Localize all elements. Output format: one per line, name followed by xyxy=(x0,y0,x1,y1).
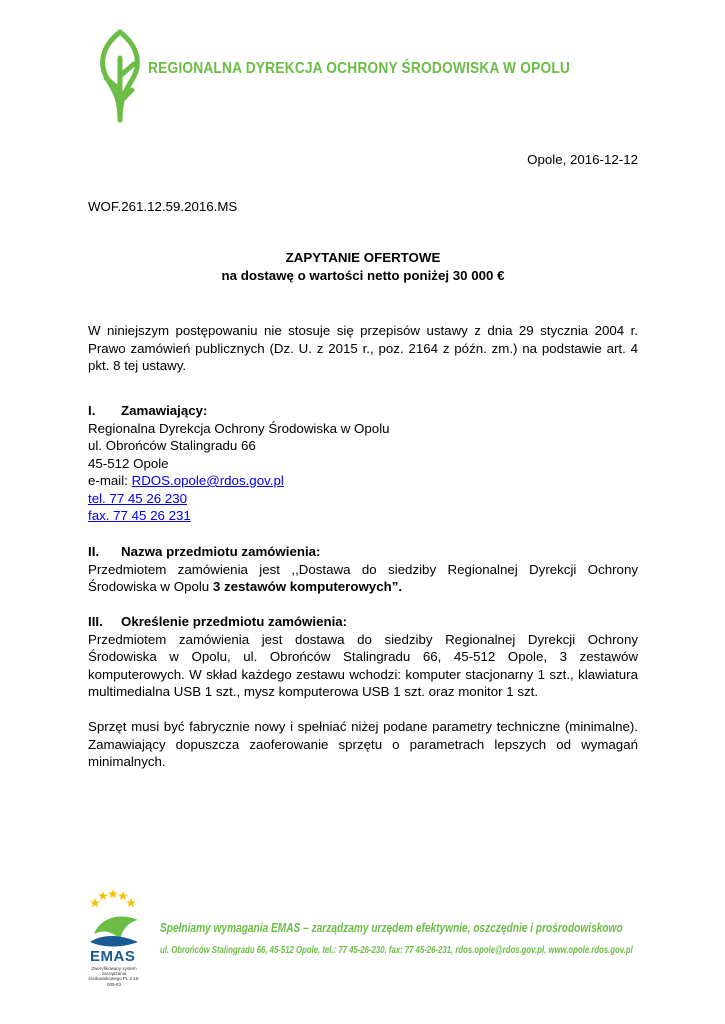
ordering-party-email-row xyxy=(88,472,638,490)
ordering-party-street: ul. Obrońców Stalingradu 66 xyxy=(88,438,256,453)
ordering-party-name: Regionalna Dyrekcja Ochrony Środowiska w Opolu xyxy=(88,420,390,436)
section-3-number: III. xyxy=(88,614,103,629)
section-3-title: Określenie przedmiotu zamówienia: xyxy=(121,614,348,629)
section-2-text xyxy=(88,561,638,596)
section-2-text-main: Przedmiotem zamówienia jest ,,Dostawa do siedziby Regionalnej Dyrekcji Ochrony Środowiska w Opolu xyxy=(88,561,638,594)
section-1-number: I. xyxy=(88,403,96,418)
place-date: Opole, 2016-12-12 xyxy=(527,152,638,167)
document-title: ZAPYTANIE OFERTOWE xyxy=(285,250,441,265)
emas-label: EMAS xyxy=(90,948,136,965)
emas-logo-icon xyxy=(86,904,142,952)
leaf-logo-icon xyxy=(90,28,150,124)
org-name-header: REGIONALNA DYREKCJA OCHRONY ŚRODOWISKA W OPOLU xyxy=(148,60,571,77)
email-link[interactable]: RDOS.opole@rdos.gov.pl xyxy=(131,473,284,488)
section-3-text: Przedmiotem zamówienia jest dostawa do siedziby Regionalnej Dyrekcji Ochrony Środowiska w Opolu, ul. Obrońców Stalingradu 66, 45-512 Opole, 3 zestawów komputerowych. W skład każdego zestawu wchodzi: komputer stacjonarny 1 szt., klawiatura multimedialna USB 1 szt., mysz komputerowa USB 1 szt. oraz monitor 1 szt. xyxy=(88,631,638,699)
section-3 xyxy=(88,613,638,701)
section-1-heading xyxy=(88,402,638,420)
section-1-title: Zamawiający: xyxy=(121,403,208,418)
section-2-heading xyxy=(88,543,638,561)
section-2-number: II. xyxy=(88,544,100,559)
section-2-title: Nazwa przedmiotu zamówienia: xyxy=(121,544,321,559)
section-3-heading xyxy=(88,613,638,631)
section-2 xyxy=(88,543,638,596)
phone-link[interactable]: tel. 77 45 26 230 xyxy=(88,490,188,506)
fax-link[interactable]: fax. 77 45 26 231 xyxy=(88,508,191,523)
document-subtitle: na dostawę o wartości netto poniżej 30 000 € xyxy=(221,268,505,283)
section-1 xyxy=(88,402,638,525)
footer-contact: ul. Obrońców Stalingradu 66, 45-512 Opole, tel.: 77 45-26-230, fax: 77 45-26-231, rdos.opole@rdos.gov.pl, www.opole.rdos.gov.pl xyxy=(160,944,633,956)
requirements-paragraph: Sprzęt musi być fabrycznie nowy i spełniać niżej podane parametry techniczne (minimalne). Zamawiający dopuszcza zaoferowanie sprzętu o parametrach lepszych od wymagań minimalnych. xyxy=(88,719,638,769)
reference-number: WOF.261.12.59.2016.MS xyxy=(88,199,238,214)
ordering-party-city: 45-512 Opole xyxy=(88,455,169,471)
email-label: e-mail: xyxy=(88,473,132,488)
section-2-text-bold: 3 zestawów komputerowych”. xyxy=(212,579,403,594)
footer-slogan: Spełniamy wymagania EMAS – zarządzamy urzędem efektywnie, oszczędnie i prośrodowiskowo xyxy=(160,920,623,935)
emas-subtitle: Zweryfikowany system zarządzania środowiskowego PL 2.16-005-63 xyxy=(88,966,140,987)
intro-paragraph: W niniejszym postępowaniu nie stosuje się przepisów ustawy z dnia 29 stycznia 2004 r. Prawo zamówień publicznych (Dz. U. z 2015 r., poz. 2164 z późn. zm.) na podstawie art. 4 pkt. 8 tej ustawy. xyxy=(88,323,638,373)
